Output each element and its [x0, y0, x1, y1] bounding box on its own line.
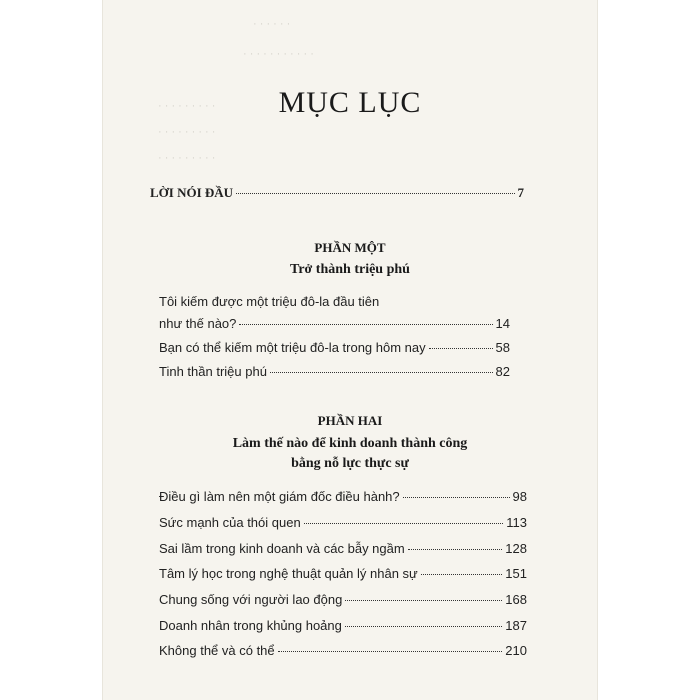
dot-leader: [345, 626, 502, 627]
toc-entry-page: 113: [506, 515, 527, 530]
part-one-subtitle: Trở thành triệu phú: [290, 262, 410, 277]
toc-entry[interactable]: [159, 566, 527, 581]
toc-entry-page: 151: [505, 566, 527, 581]
dot-leader: [236, 193, 514, 194]
show-through-text: · · · · · ·: [253, 18, 291, 30]
toc-entry[interactable]: [159, 364, 510, 379]
part-two-subtitle: bằng nỗ lực thực sự: [291, 456, 409, 471]
dot-leader: [429, 348, 493, 349]
part-one-heading: PHẦN MỘT: [314, 240, 386, 255]
dot-leader: [421, 574, 503, 575]
show-through-text: · · · · · · · · ·: [158, 126, 216, 138]
toc-entry-label[interactable]: Tôi kiếm được một triệu đô-la đầu tiên: [159, 294, 380, 309]
toc-entry[interactable]: [159, 643, 527, 658]
show-through-text: · · · · · · · · · · ·: [243, 48, 314, 60]
toc-entry-label: Chung sống với người lao động: [159, 592, 343, 607]
toc-entry-label: Điều gì làm nên một giám đốc điều hành?: [159, 489, 400, 504]
dot-leader: [403, 497, 510, 498]
toc-entry-page: 82: [495, 364, 510, 379]
toc-entry[interactable]: [159, 592, 527, 607]
toc-entry-label: Không thể và có thể: [159, 643, 275, 658]
part-two-heading: PHẦN HAI: [317, 413, 383, 428]
toc-entry-label: LỜI NÓI ĐẦU: [150, 185, 234, 200]
toc-entry-page: 128: [505, 541, 527, 556]
book-page: [103, 0, 597, 700]
toc-entry[interactable]: [159, 316, 510, 331]
toc-entry[interactable]: [159, 515, 527, 530]
toc-entry-page: 98: [512, 489, 527, 504]
toc-entry[interactable]: [159, 340, 510, 355]
dot-leader: [278, 651, 503, 652]
toc-entry-page: 7: [517, 185, 524, 200]
part-two-subtitle: Làm thế nào để kinh doanh thành công: [232, 436, 468, 451]
toc-entry-page: 187: [505, 618, 527, 633]
toc-entry-page: 210: [505, 643, 527, 658]
dot-leader: [239, 324, 492, 325]
toc-entry-label: Sai lầm trong kinh doanh và các bẫy ngầm: [159, 541, 405, 556]
toc-entry-label: Doanh nhân trong khủng hoảng: [159, 618, 342, 633]
toc-entry-page: 168: [505, 592, 527, 607]
toc-entry-foreword[interactable]: [150, 185, 524, 201]
page-title: MỤC LỤC: [278, 86, 422, 119]
dot-leader: [408, 549, 503, 550]
toc-entry-label: Bạn có thể kiếm một triệu đô-la trong hôm nay: [159, 340, 426, 355]
toc-entry[interactable]: [159, 541, 527, 556]
show-through-text: · · · · · · · · ·: [158, 100, 216, 112]
dot-leader: [304, 523, 504, 524]
toc-entry-label: như thế nào?: [159, 316, 237, 331]
toc-entry-label: Sức mạnh của thói quen: [159, 515, 301, 530]
dot-leader: [345, 600, 502, 601]
toc-entry[interactable]: [159, 618, 527, 633]
toc-entry-page: 14: [495, 316, 510, 331]
toc-entry-page: 58: [495, 340, 510, 355]
toc-entry[interactable]: [159, 489, 527, 504]
dot-leader: [270, 372, 493, 373]
toc-entry-label: Tâm lý học trong nghệ thuật quản lý nhân sự: [159, 566, 418, 581]
show-through-text: · · · · · · · · ·: [158, 152, 216, 164]
toc-entry-label: Tinh thần triệu phú: [159, 364, 267, 379]
